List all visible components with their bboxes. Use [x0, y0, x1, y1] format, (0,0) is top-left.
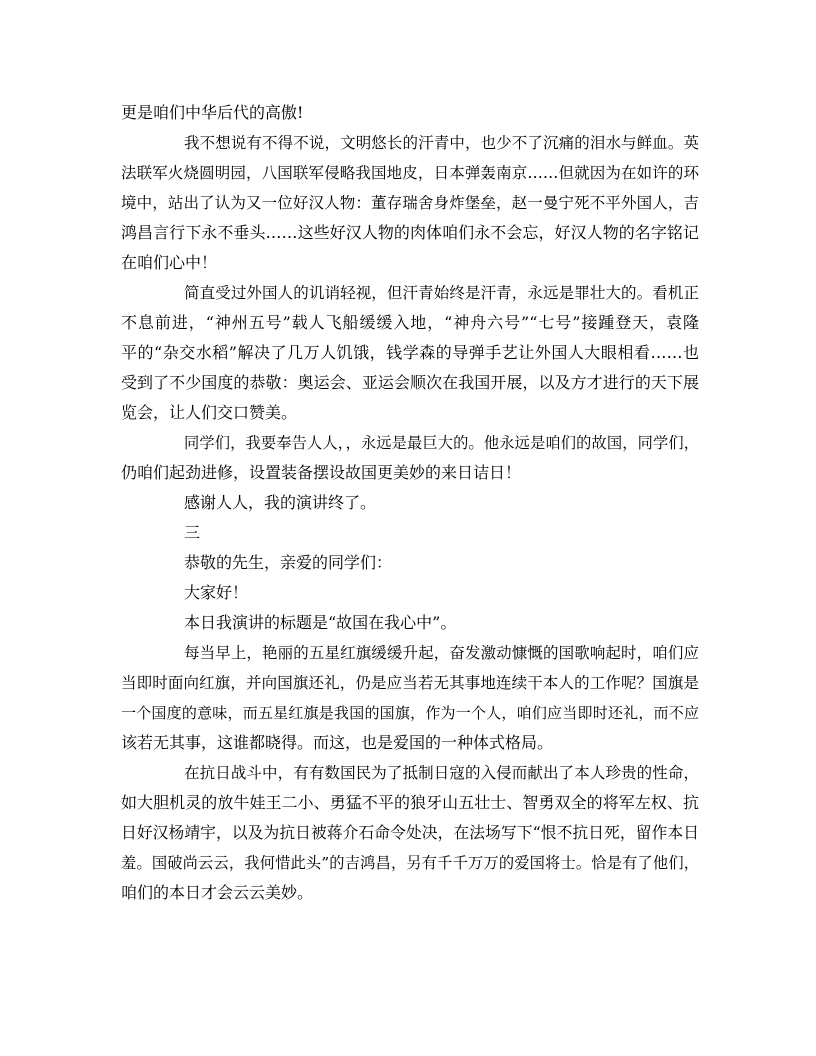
paragraph-line: 更是咱们中华后代的高傲!	[121, 103, 304, 122]
paragraph-line: 境中，站出了认为又一位好汉人物：董存瑞舍身炸堡垒，赵一曼宁死不平外国人，吉	[121, 194, 699, 212]
paragraph-line: 平的“杂交水稻”解决了几万人饥饿，钱学森的导弹手艺让外国人大眼相看……也	[121, 343, 699, 362]
paragraph-line: 日好汉杨靖宇，以及为抗日被蒋介石命令处决，在法场写下“恨不抗日死，留作本日	[121, 823, 699, 842]
paragraph-line: 简直受过外国人的讥诮轻视，但汗青始终是汗青，永远是罪壮大的。看机正	[184, 284, 699, 302]
paragraph-line: 感谢人人，我的演讲终了。	[184, 493, 377, 512]
paragraph-line: 仍咱们起劲进修，设置装备摆设故国更美妙的来日诘日！	[121, 463, 522, 482]
paragraph-line: 在咱们心中！	[121, 253, 218, 272]
paragraph-line: 该若无其事，这谁都晓得。而这，也是爱国的一种体式格局。	[121, 733, 554, 752]
paragraph-line: 同学们，我要奉告人人，，永远是最巨大的。他永远是咱们的故国，同学们，	[184, 434, 699, 452]
paragraph-line: 在抗日战斗中，有有数国民为了抵制日寇的入侵而献出了本人珍贵的性命，	[184, 764, 699, 782]
speech-topic: 本日我演讲的标题是“故国在我心中”。	[184, 613, 457, 632]
paragraph-line: 咱们的本日才会云云美妙。	[121, 883, 314, 902]
paragraph-line: 我不想说有不得不说，文明悠长的汗青中，也少不了沉痛的泪水与鲜血。英	[184, 134, 699, 152]
paragraph-line: 受到了不少国度的恭敬：奥运会、亚运会顺次在我国开展，以及方才进行的天下展	[121, 373, 699, 392]
section-number: 三	[184, 523, 201, 542]
document-body	[121, 98, 699, 908]
paragraph-line: 法联军火烧圆明园，八国联军侵略我国地皮，日本弹轰南京……但就因为在如许的环	[121, 164, 699, 182]
salutation: 恭敬的先生，亲爱的同学们：	[184, 553, 393, 572]
paragraph-line: 羞。国破尚云云，我何惜此头”的吉鸿昌，另有千千万万的爱国将士。恰是有了他们，	[121, 854, 699, 872]
paragraph-line: 一个国度的意味，而五星红旗是我国的国旗，作为一个人，咱们应当即时还礼，而不应	[121, 704, 699, 722]
greeting: 大家好！	[184, 583, 249, 602]
paragraph-line: 览会，让人们交口赞美。	[121, 403, 298, 422]
paragraph-line: 如大胆机灵的放牛娃王二小、勇猛不平的狼牙山五壮士、智勇双全的将军左权、抗	[121, 793, 699, 812]
paragraph-line: 每当早上，艳丽的五星红旗缓缓升起，奋发激动慷慨的国歌响起时，咱们应	[184, 644, 699, 662]
paragraph-line: 不息前进，“神州五号”载人飞船缓缓入地，“神舟六号”“七号”接踵登天，袁隆	[121, 313, 699, 332]
paragraph-line: 当即时面向红旗，并向国旗还礼，仍是应当若无其事地连续干本人的工作呢？国旗是	[121, 674, 699, 692]
paragraph-line: 鸿昌言行下永不垂头……这些好汉人物的肉体咱们永不会忘，好汉人物的名字铭记	[121, 223, 699, 242]
